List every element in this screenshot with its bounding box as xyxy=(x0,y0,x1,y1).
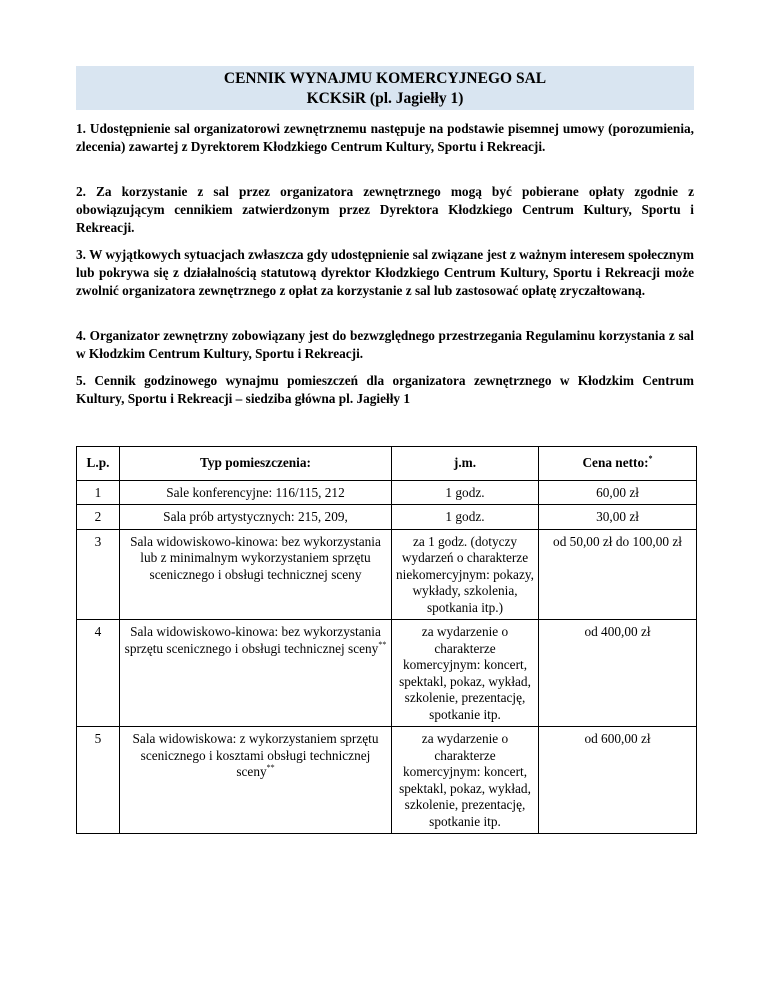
cell-unit: za wydarzenie o charakterze komercyjnym: koncert, spektakl, pokaz, wykład, szkolenie, prezentację, spotkanie itp. xyxy=(392,727,539,834)
cell-unit: 1 godz. xyxy=(392,505,539,530)
price-table xyxy=(76,446,697,834)
header-price xyxy=(539,447,697,481)
cell-type-text: Sala widowiskowo-kinowa: bez wykorzystania sprzętu scenicznego i obsługi technicznej sceny xyxy=(124,624,381,656)
cell-price: 30,00 zł xyxy=(539,505,697,530)
cell-price: od 50,00 zł do 100,00 zł xyxy=(539,529,697,620)
paragraph-4: 4. Organizator zewnętrzny zobowiązany jest do bezwzględnego przestrzegania Regulaminu korzystania z sal w Kłodzkim Centrum Kultury, Sportu i Rekreacji. xyxy=(76,328,694,361)
document-title xyxy=(76,66,694,110)
cell-type xyxy=(120,727,392,834)
header-lp: L.p. xyxy=(77,447,120,481)
table-row xyxy=(77,620,697,727)
cell-price: od 400,00 zł xyxy=(539,620,697,727)
paragraph-5: 5. Cennik godzinowego wynajmu pomieszczeń dla organizatora zewnętrznego w Kłodzkim Centrum Kultury, Sportu i Rekreacji – siedziba główna pl. Jagiełły 1 xyxy=(76,373,694,406)
table-row xyxy=(77,727,697,834)
header-price-label: Cena netto: xyxy=(582,455,649,470)
table-row xyxy=(77,505,697,530)
cell-type xyxy=(120,480,392,505)
title-line-2: KCKSiR (pl. Jagiełły 1) xyxy=(306,90,464,107)
cell-unit: za wydarzenie o charakterze komercyjnym: koncert, spektakl, pokaz, wykład, szkolenie, prezentację, spotkanie itp. xyxy=(392,620,539,727)
cell-unit: za 1 godz. (dotyczy wydarzeń o charakterze niekomercyjnym: pokazy, wykłady, szkolenia, spotkania itp.) xyxy=(392,529,539,620)
header-price-footnote-mark: * xyxy=(648,454,653,463)
cell-type xyxy=(120,505,392,530)
cell-type-text: Sala prób artystycznych: 215, 209, xyxy=(163,509,348,524)
cell-lp: 1 xyxy=(77,480,120,505)
cell-lp: 4 xyxy=(77,620,120,727)
header-type: Typ pomieszczenia: xyxy=(120,447,392,481)
cell-lp: 2 xyxy=(77,505,120,530)
cell-price: od 600,00 zł xyxy=(539,727,697,834)
header-unit: j.m. xyxy=(392,447,539,481)
cell-lp: 3 xyxy=(77,529,120,620)
paragraph-3: 3. W wyjątkowych sytuacjach zwłaszcza gdy udostępnienie sal związane jest z ważnym interesem społecznym lub pokrywa się z działalnością statutową dyrektor Kłodzkiego Centrum Kultury, Sportu i Rekreacji może zwolnić organizatora zewnętrznego z opłat za korzystanie z sal lub zastosować opłatę zryczałtowaną. xyxy=(76,247,694,298)
cell-type-text: Sala widowiskowo-kinowa: bez wykorzystania lub z minimalnym wykorzystaniem sprzętu scenicznego i obsługi technicznej sceny xyxy=(130,533,381,582)
cell-price: 60,00 zł xyxy=(539,480,697,505)
title-line-1: CENNIK WYNAJMU KOMERCYJNEGO SAL xyxy=(223,70,547,87)
paragraph-2: 2. Za korzystanie z sal przez organizatora zewnętrznego mogą być pobierane opłaty zgodnie z obowiązującym cennikiem zatwierdzonym przez Dyrektora Kłodzkiego Centrum Kultury, Sportu i Rekreacji. xyxy=(76,184,694,235)
cell-type-footnote-mark: ** xyxy=(266,763,275,772)
cell-type-text: Sale konferencyjne: 116/115, 212 xyxy=(166,484,345,500)
table-header-row xyxy=(77,447,697,481)
cell-type-footnote-mark: ** xyxy=(378,639,387,649)
cell-type xyxy=(120,529,392,620)
cell-type xyxy=(120,620,392,727)
paragraph-1: 1. Udostępnienie sal organizatorowi zewnętrznemu następuje na podstawie pisemnej umowy (porozumienia, zlecenia) zawartej z Dyrektorem Kłodzkiego Centrum Kultury, Sportu i Rekreacji. xyxy=(76,121,694,154)
cell-unit: 1 godz. xyxy=(392,480,539,505)
table-row xyxy=(77,529,697,620)
cell-lp: 5 xyxy=(77,727,120,834)
table-row xyxy=(77,480,697,505)
cell-type-text: Sala widowiskowa: z wykorzystaniem sprzętu scenicznego i kosztami obsługi technicznej sceny xyxy=(132,731,379,779)
